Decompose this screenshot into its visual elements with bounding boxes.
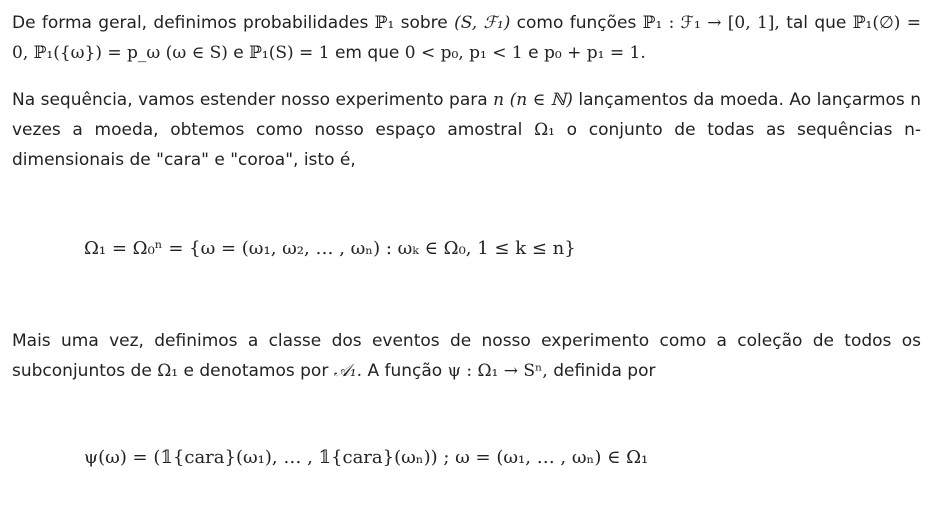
equation-psi-definition: ψ(ω) = (𝟙{cara}(ω₁), … , 𝟙{cara}(ωₙ)) ; ω = (ω₁, … , ωₙ) ∈ Ω₁ xyxy=(84,447,649,468)
equation-sample-space: Ω₁ = Ω₀ⁿ = {ω = (ω₁, ω₂, … , ωₙ) : ωₖ ∈ Ω₀, 1 ≤ k ≤ n} xyxy=(84,238,576,259)
text: tal que xyxy=(786,13,847,33)
text: definida por xyxy=(553,361,656,381)
text: sobre xyxy=(400,13,448,33)
math-inline: p₀ + p₁ = 1. xyxy=(544,43,646,63)
paragraph-extension xyxy=(12,85,921,175)
math-inline: ψ : Ω₁ → Sⁿ, xyxy=(447,361,548,381)
math-inline: ℙ₁(∅) = 0, ℙ₁({ω}) = p_ω (ω ∈ S) xyxy=(12,13,921,63)
text: o conjunto de todas as sequências n-dimensionais de "cara" e "coroa", isto é, xyxy=(12,120,922,170)
text: e denotamos por xyxy=(183,361,329,381)
text: A função xyxy=(367,361,443,381)
math-inline: n (n ∈ ℕ) xyxy=(493,90,573,110)
text: De forma geral, definimos probabilidades xyxy=(12,13,369,33)
math-inline: 𝒜₁. xyxy=(333,361,363,381)
math-inline: Ω₁ xyxy=(534,120,555,140)
text: lançamentos da moeda. Ao lançarmos n vezes a moeda, obtemos como nosso espaço amostral xyxy=(12,90,922,140)
math-inline: (S, ℱ₁) xyxy=(454,13,511,33)
text: Na sequência, vamos estender nosso experimento para xyxy=(12,90,488,110)
math-inline: ℙ₁(S) = 1 xyxy=(249,43,330,63)
text: e xyxy=(233,43,244,63)
math-inline: ℙ₁ : ℱ₁ → [0, 1], xyxy=(642,13,780,33)
paragraph-definition xyxy=(12,8,921,68)
text: como funções xyxy=(516,13,637,33)
text: e xyxy=(528,43,539,63)
text: em que xyxy=(334,43,400,63)
paragraph-events xyxy=(12,326,921,386)
math-inline: Ω₁ xyxy=(157,361,179,381)
math-inline: ℙ₁ xyxy=(374,13,395,33)
text: Mais uma vez, definimos a classe dos eventos de nosso experimento como a coleção de todos os subconjuntos de xyxy=(12,331,921,381)
math-inline: 0 < p₀, p₁ < 1 xyxy=(404,43,523,63)
